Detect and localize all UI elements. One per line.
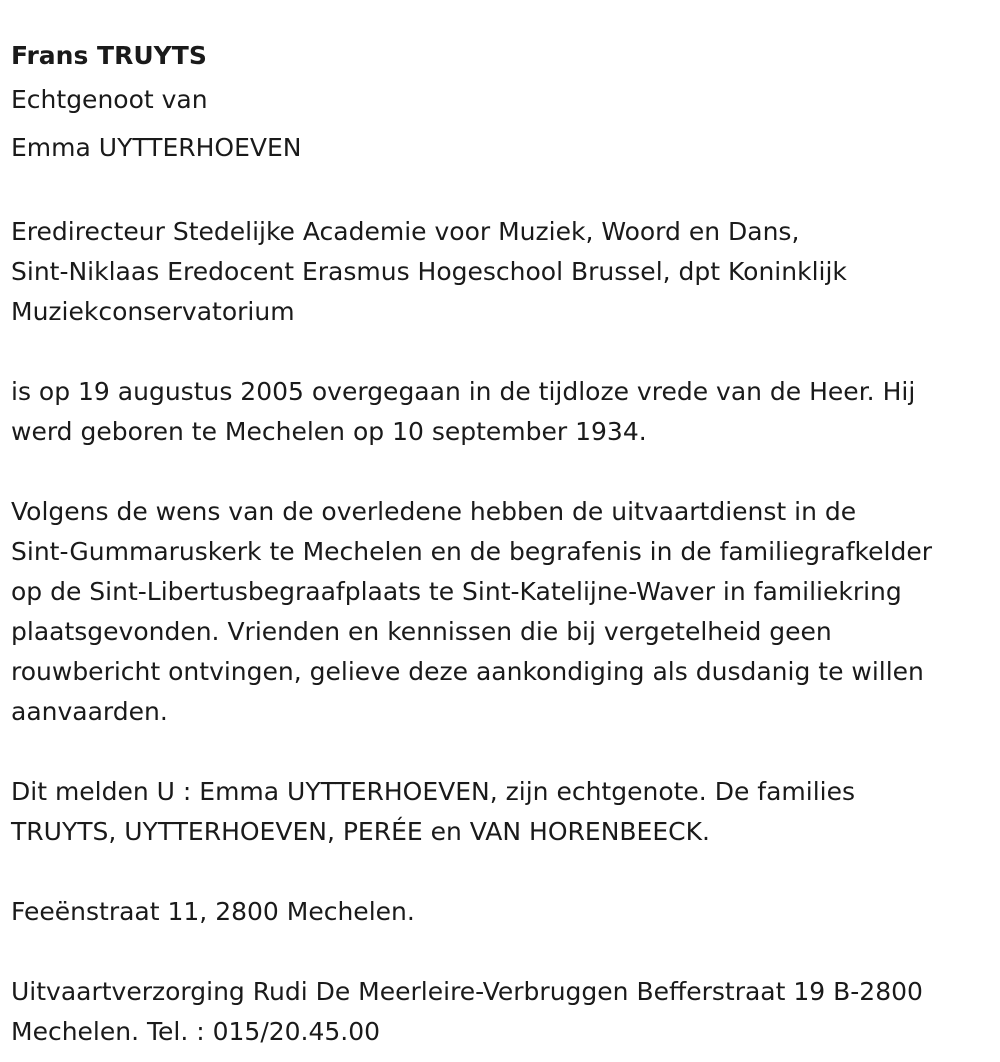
address-paragraph [11, 892, 996, 932]
announcers-line: TRUYTS, UYTTERHOEVEN, PERÉE en VAN HORENBEECK. [11, 817, 710, 846]
funeral-paragraph [11, 492, 996, 732]
obituary-notice [11, 36, 996, 1052]
announcement-line: werd geboren te Mechelen op 10 september 1934. [11, 417, 647, 446]
announcers-paragraph [11, 772, 996, 852]
deceased-name: Frans TRUYTS [11, 41, 207, 70]
titles-paragraph [11, 212, 996, 332]
announcers-line: Dit melden U : Emma UYTTERHOEVEN, zijn echtgenote. De families [11, 777, 855, 806]
funeral-line: rouwbericht ontvingen, gelieve deze aankondiging als dusdanig te willen [11, 657, 924, 686]
undertaker-line: Uitvaartverzorging Rudi De Meerleire-Verbruggen Befferstraat 19 B-2800 [11, 977, 923, 1006]
announcement-paragraph [11, 372, 996, 452]
funeral-line: op de Sint-Libertusbegraafplaats te Sint-Katelijne-Waver in familiekring [11, 577, 902, 606]
funeral-line: plaatsgevonden. Vrienden en kennissen die bij vergetelheid geen [11, 617, 832, 646]
address-line: Feeënstraat 11, 2800 Mechelen. [11, 897, 415, 926]
title-line: Eredirecteur Stedelijke Academie voor Muziek, Woord en Dans, [11, 217, 800, 246]
spouse-name: Emma UYTTERHOEVEN [11, 133, 302, 162]
funeral-line: aanvaarden. [11, 697, 168, 726]
undertaker-paragraph [11, 972, 996, 1052]
spouse-intro: Echtgenoot van [11, 85, 208, 114]
funeral-line: Sint-Gummaruskerk te Mechelen en de begrafenis in de familiegrafkelder [11, 537, 932, 566]
undertaker-line: Mechelen. Tel. : 015/20.45.00 [11, 1017, 381, 1046]
announcement-line: is op 19 augustus 2005 overgegaan in de tijdloze vrede van de Heer. Hij [11, 377, 916, 406]
funeral-line: Volgens de wens van de overledene hebben de uitvaartdienst in de [11, 497, 857, 526]
title-line: Sint-Niklaas Eredocent Erasmus Hogeschool Brussel, dpt Koninklijk [11, 257, 847, 286]
title-line: Muziekconservatorium [11, 297, 295, 326]
